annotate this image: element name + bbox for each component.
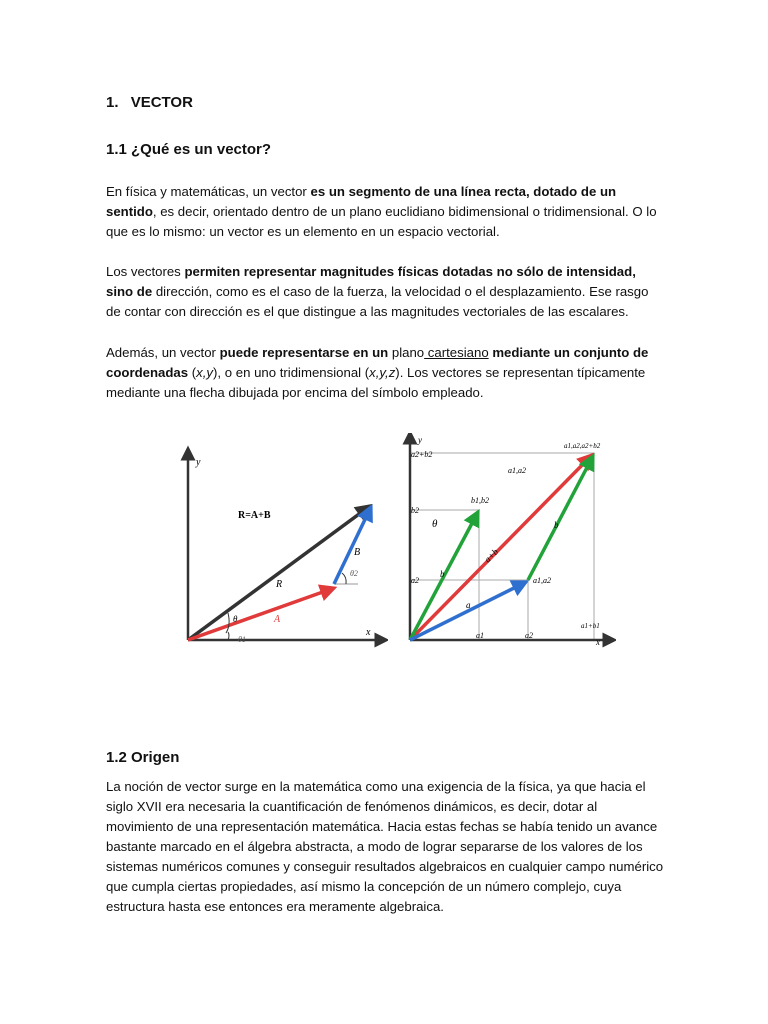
x-label: x [366, 627, 371, 638]
vector-a [410, 582, 526, 640]
theta-arc [226, 613, 229, 633]
text-run: plano [388, 345, 425, 360]
r-label: R [276, 579, 283, 590]
vector-sum-figure-left [176, 445, 388, 650]
x-label: x [596, 637, 600, 647]
tick-a1-plus-b1: a1+b1 [581, 622, 600, 630]
bold-run: mediante un conjunto de coordenadas [106, 345, 649, 380]
paragraph-definition [106, 182, 666, 242]
paragraph-magnitudes [106, 262, 666, 322]
text-run: dirección, como es el caso de la fuerza, la velocidad o el desplazamiento. Ese rasgo de contar con dirección es el que distingue a las magnitudes vectoriales de las escalares. [106, 284, 649, 319]
tick-a1: a1 [476, 631, 484, 640]
b-label: B [354, 547, 361, 558]
text-run: En física y matemáticas, un vector [106, 184, 311, 199]
theta1-label: θ1 [238, 635, 246, 644]
text-run: ( [188, 365, 197, 380]
theta-label: θ [432, 518, 438, 530]
vector-a [188, 588, 334, 640]
b-label-left: b [440, 569, 445, 579]
section-heading [106, 94, 193, 111]
a-plus-b-label: a+b [482, 546, 501, 565]
text-run: Los vectores [106, 264, 185, 279]
bold-run: es un segmento de una línea recta, dotado de un sentido [106, 184, 617, 219]
label-a2-y: a2 [411, 576, 419, 585]
paragraph-representation [106, 343, 666, 403]
vector-b-right [528, 456, 593, 580]
label-b1b2: b1,b2 [471, 496, 489, 505]
subsection-heading-1-1: 1.1 ¿Qué es un vector? [106, 141, 272, 158]
theta2-label: θ2 [350, 569, 358, 578]
bold-run: puede representarse en un [219, 345, 389, 360]
underlined-run: cartesiano [424, 345, 489, 360]
subsection-heading-1-2: 1.2 Origen [106, 749, 180, 766]
text-run: ), o en uno tridimensional ( [213, 365, 370, 380]
section-title: VECTOR [130, 94, 193, 111]
vector-sum-figure-right [398, 433, 616, 650]
text-run: Además, un vector [106, 345, 220, 360]
y-label: y [196, 457, 201, 468]
label-top-right: a1,a2,a2+b2 [564, 442, 601, 450]
b-label-right: b [554, 520, 559, 530]
r-equation: R=A+B [238, 510, 271, 521]
vector-a-plus-b [410, 455, 592, 640]
tick-a2: a2 [525, 631, 533, 640]
label-a1a2: a1,a2 [533, 576, 551, 585]
label-inner: a1,a2 [508, 466, 526, 475]
y-label: y [418, 435, 422, 445]
label-a2-plus-b2: a2+b2 [411, 450, 433, 459]
a-label: A [274, 614, 281, 625]
bold-run: permiten representar magnitudes físicas dotadas no sólo de intensidad, sino de [106, 264, 636, 299]
section-number: 1. [106, 94, 119, 111]
text-run: ). Los vectores se representan típicamente mediante una flecha dibujada por encima del símbolo empleado. [106, 365, 646, 400]
text-run: , es decir, orientado dentro de un plano euclidiano bidimensional o tridimensional. O lo que es lo mismo: un vector es un elemento en un espacio vectorial. [106, 204, 657, 239]
theta-label: θ [233, 614, 238, 624]
theta1-arc [228, 632, 229, 640]
italic-run: x,y,z [369, 365, 396, 380]
theta2-arc [342, 573, 346, 584]
label-b2: b2 [411, 506, 419, 515]
italic-run: x,y [196, 365, 214, 380]
a-label: a [466, 600, 471, 610]
paragraph-origin: La noción de vector surge en la matemática como una exigencia de la física, ya que hacia el siglo XVII era necesaria la cuantificación de fenómenos dinámicos, es decir, dotar al movimiento de una representación matemática. Hacia estas fechas se había tenido un avance bastante marcado en el álgebra abstracta, a modo de lograr separarse de los valores de los sistemas numéricos comunes y conseguir resultados algebraicos en cualquier campo numérico que cumpla ciertas propiedades, así mismo la concepción de un número complejo, cuya estructura hasta ese entonces era meramente algebraica. [106, 779, 664, 914]
